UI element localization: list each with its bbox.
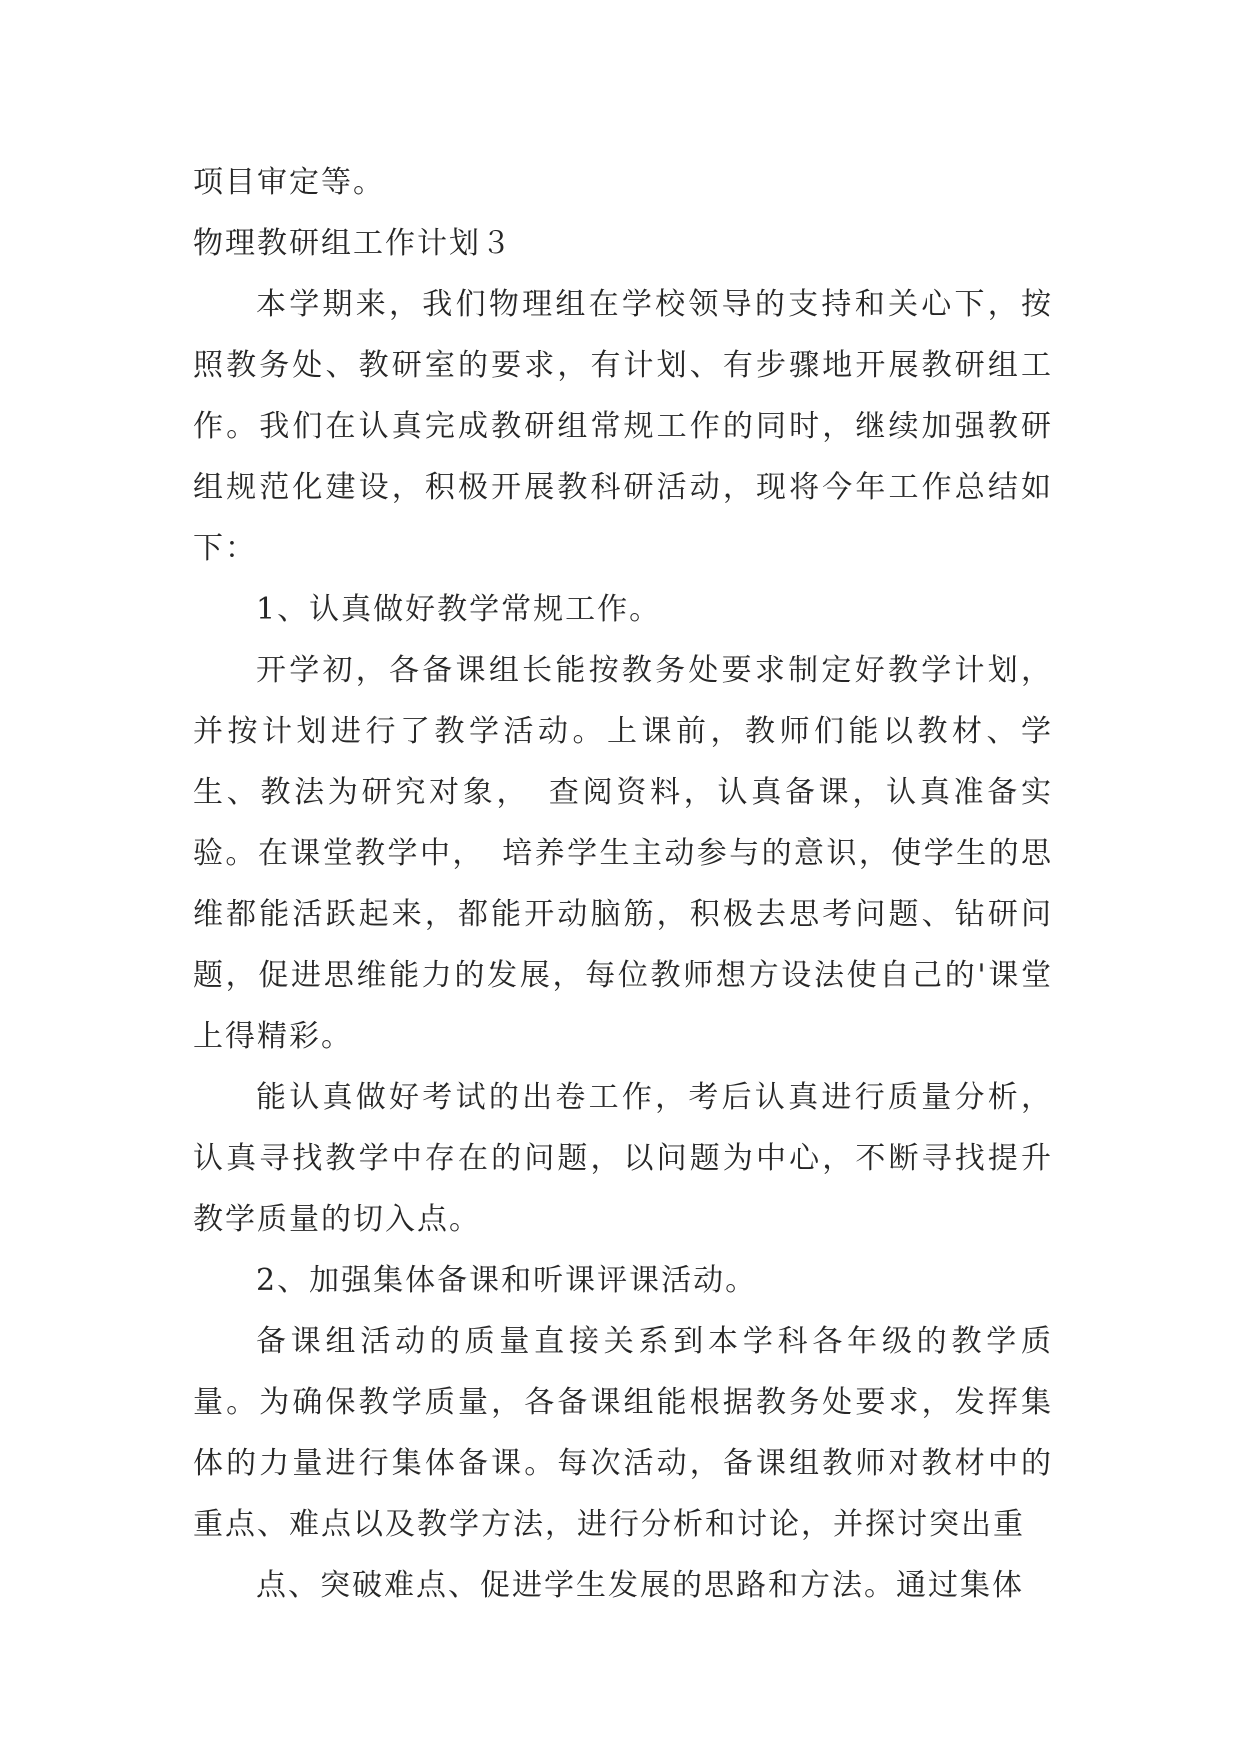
- heading-collective-lesson-prep: 2、加强集体备课和听课评课活动。: [256, 1263, 758, 1298]
- document-body: [193, 152, 1053, 1616]
- paragraph-continuation: 点、突破难点、促进学生发展的思路和方法。通过集体: [256, 1568, 1024, 1603]
- section-title: 物理教研组工作计划３: [193, 226, 513, 261]
- paragraph-1: 项目审定等。: [193, 165, 385, 200]
- paragraph-teaching-plan: 开学初，各备课组长能按教务处要求制定好教学计划，并按计划进行了教学活动。上课前，教师们能以教材、学生、教法为研究对象， 查阅资料，认真备课，认真准备实验。在课堂教学中， 培养学生主动参与的意识，使学生的思维都能活跃起来，都能开动脑筋，积极去思考问题、钻研问题，促进思维能力的发展，每位教师想方设法使自己的'课堂上得精彩。: [193, 653, 1053, 1054]
- paragraph-exam-analysis: 能认真做好考试的出卷工作，考后认真进行质量分析，认真寻找教学中存在的问题，以问题为中心，不断寻找提升教学质量的切入点。: [193, 1080, 1053, 1237]
- paragraph-lesson-group: 备课组活动的质量直接关系到本学科各年级的教学质量。为确保教学质量，各备课组能根据教务处要求，发挥集体的力量进行集体备课。每次活动，备课组教师对教材中的重点、难点以及教学方法，进行分析和讨论，并探讨突出重: [193, 1324, 1053, 1542]
- heading-routine-work: 1、认真做好教学常规工作。: [256, 592, 662, 627]
- paragraph-intro: 本学期来，我们物理组在学校领导的支持和关心下，按照教务处、教研室的要求，有计划、有步骤地开展教研组工作。我们在认真完成教研组常规工作的同时，继续加强教研组规范化建设，积极开展教科研活动，现将今年工作总结如下：: [193, 287, 1053, 566]
